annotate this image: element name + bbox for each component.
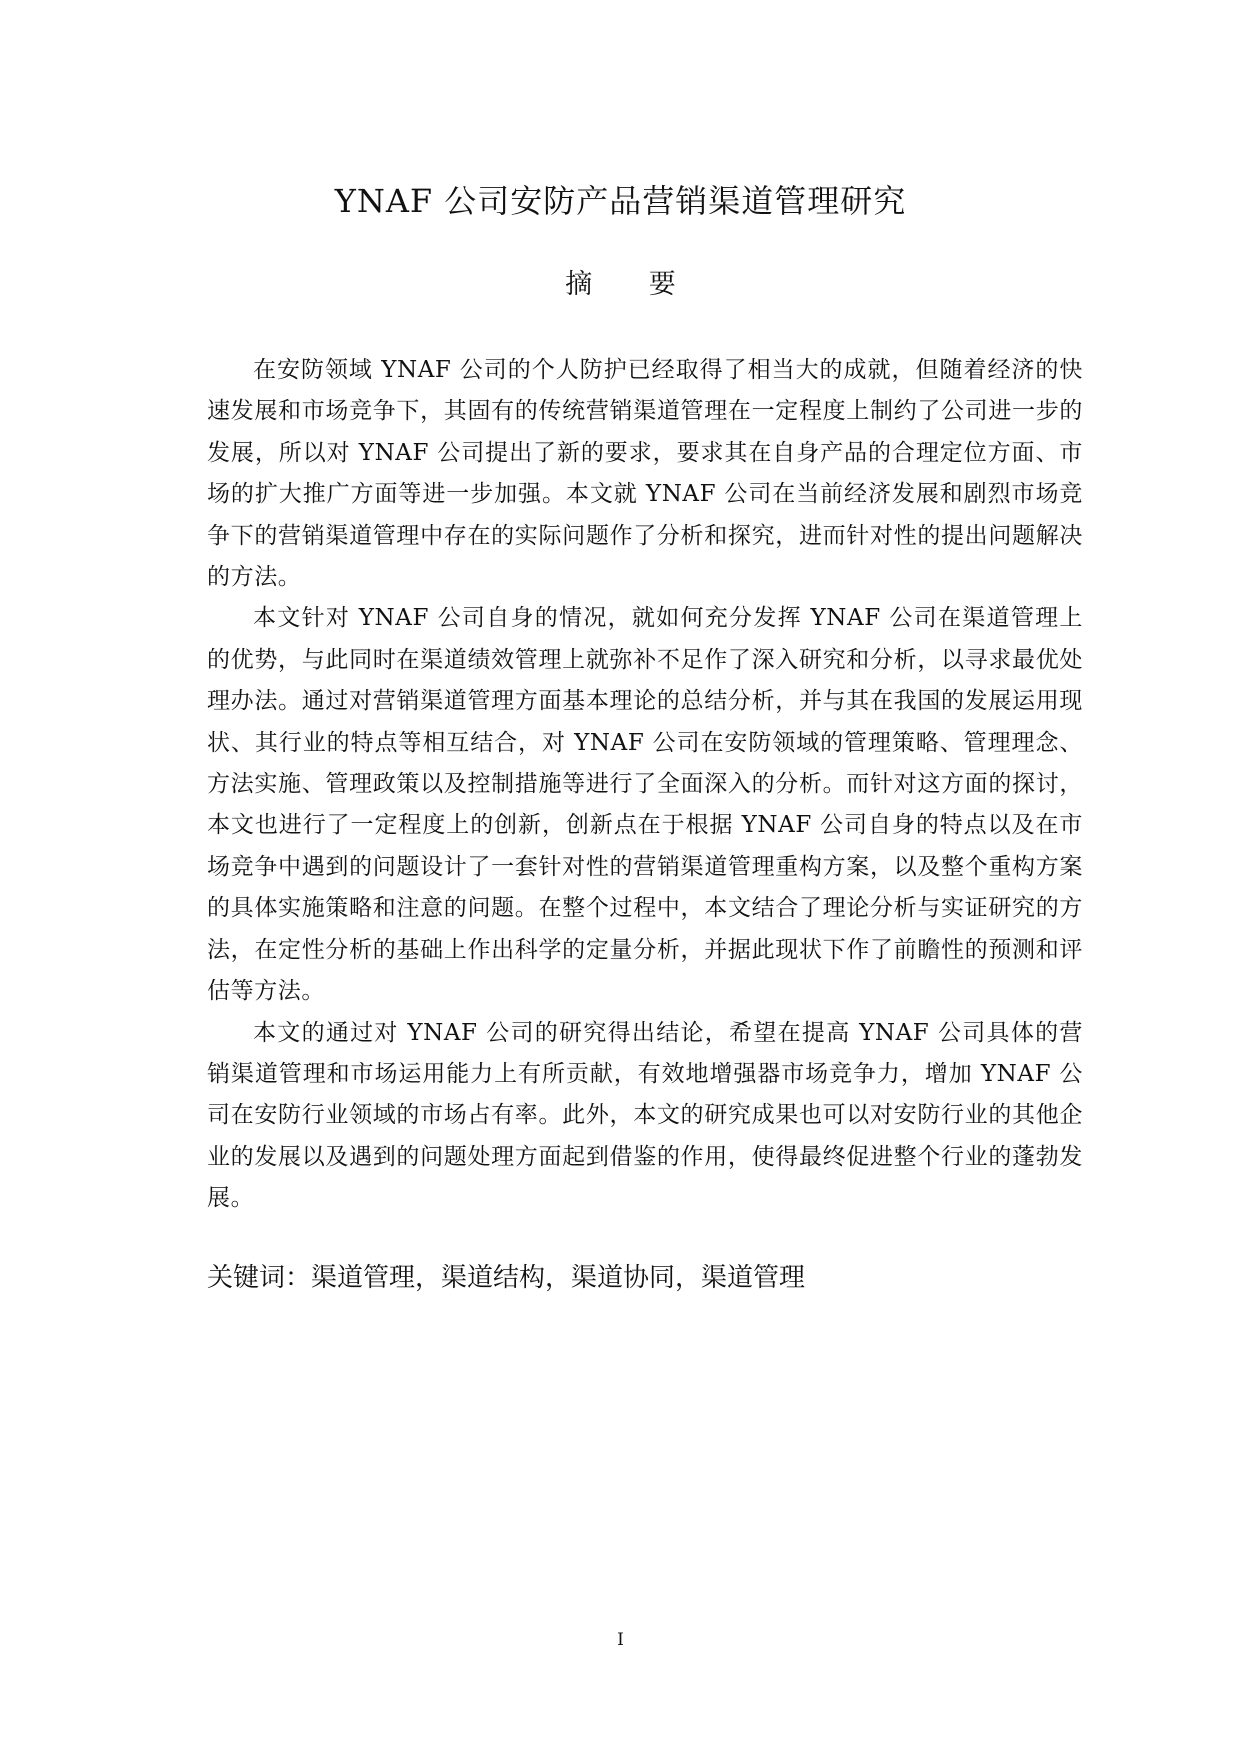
- keywords-line: [207, 1257, 1083, 1294]
- keywords-text: 渠道管理，渠道结构，渠道协同，渠道管理: [311, 1263, 806, 1293]
- paper-title: YNAF 公司安防产品营销渠道管理研究: [334, 182, 907, 220]
- page-number: I: [617, 1630, 624, 1650]
- abstract-paragraph-3: 本文的通过对 YNAF 公司的研究得出结论，希望在提高 YNAF 公司具体的营销渠道管理和市场运用能力上有所贡献，有效地增强器市场竞争力，增加 YNAF 公司在安防行业领域的市场占有率。此外，本文的研究成果也可以对安防行业的其他企业的发展以及遇到的问题处理方面起到借鉴的作用，使得最终促进整个行业的蓬勃发展。: [207, 1019, 1083, 1212]
- abstract-paragraph-2: 本文针对 YNAF 公司自身的情况，就如何充分发挥 YNAF 公司在渠道管理上的优势，与此同时在渠道绩效管理上就弥补不足作了深入研究和分析，以寻求最优处理办法。通过对营销渠道管理方面基本理论的总结分析，并与其在我国的发展运用现状、其行业的特点等相互结合，对 YNAF 公司在安防领域的管理策略、管理理念、方法实施、管理政策以及控制措施等进行了全面深入的分析。而针对这方面的探讨，本文也进行了一定程度上的创新，创新点在于根据 YNAF 公司自身的特点以及在市场竞争中遇到的问题设计了一套针对性的营销渠道管理重构方案，以及整个重构方案的具体实施策略和注意的问题。在整个过程中，本文结合了理论分析与实证研究的方法，在定性分析的基础上作出科学的定量分析，并据此现状下作了前瞻性的预测和评估等方法。: [207, 605, 1083, 1005]
- abstract-heading: 摘 要: [565, 269, 700, 300]
- abstract-paragraph-1: 在安防领域 YNAF 公司的个人防护已经取得了相当大的成就，但随着经济的快速发展和市场竞争下，其固有的传统营销渠道管理在一定程度上制约了公司进一步的发展，所以对 YNAF 公司提出了新的要求，要求其在自身产品的合理定位方面、市场的扩大推广方面等进一步加强。本文就 YNAF 公司在当前经济发展和剧烈市场竞争下的营销渠道管理中存在的实际问题作了分析和探究，进而针对性的提出问题解决的方法。: [207, 357, 1083, 591]
- keywords-label: 关键词：: [207, 1263, 312, 1293]
- abstract-body: [207, 350, 1083, 1220]
